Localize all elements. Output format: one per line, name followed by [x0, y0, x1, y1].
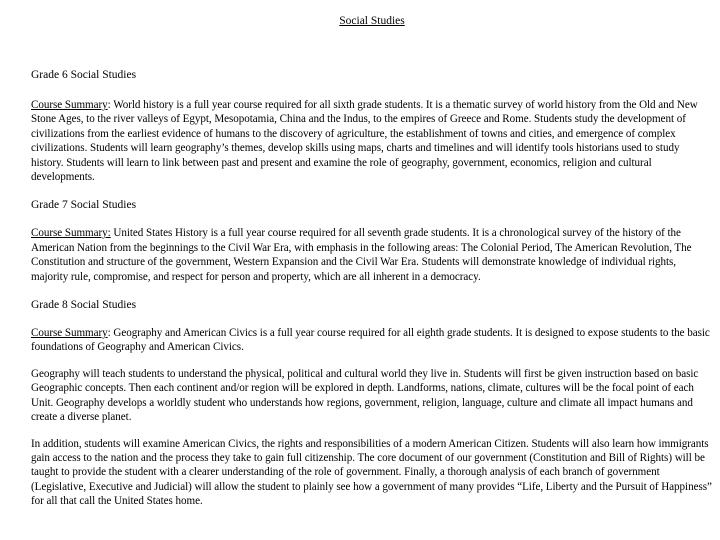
document-page: [31, 12, 713, 509]
grade-6-heading: Grade 6 Social Studies: [31, 69, 137, 81]
grade-7-heading: Grade 7 Social Studies: [31, 199, 137, 212]
grade-6-summary: [31, 98, 713, 184]
grade-7-summary-text: United States History is a full year course required for all seventh grade students. It is a chronological survey of the history of the American Nation from the beginnings to the Civil War Era, with emphasis in the following areas: The Colonial Period, The American Revolution, The Constitution and structure of the government, Western Expansion and the Civil War Era. Students will demonstrate knowledge of individual rights, majority rule, compromise, and respect for person and property, which are all inherent in a democracy.: [31, 227, 692, 283]
grade-8-geography-paragraph: Geography will teach students to understand the physical, political and cultural world they live in. Students will first be given instruction based on basic Geographic concepts. Then each continent and/or region will be explored in depth. Landforms, nations, climate, cultures will be the focal point of each Unit. Geography develops a worldly student who understands how regions, government, religion, language, culture and climate all impact humans and create a diverse planet.: [31, 367, 699, 424]
grade-6-summary-colon: :: [107, 99, 111, 111]
page-title: Social Studies: [339, 15, 405, 27]
grade-8-summary-colon: :: [107, 327, 111, 340]
grade-8-summary-text: Geography and American Civics is a full year course required for all eighth grade students. It is designed to expose students to the basic foundations of Geography and American Civics.: [31, 327, 710, 354]
grade-8-summary: [31, 326, 713, 355]
grade-8-summary-label: Course Summary: [31, 327, 108, 340]
grade-6-summary-text: World history is a full year course required for all sixth grade students. It is a thematic survey of world history from the Old and New Stone Ages, to the river valleys of Egypt, Mesopotamia, China and the Indus, to the empires of Greece and Rome. Students study the development of civilizations from the earliest evidence of humans to the discovery of agriculture, the establishment of towns and cities, and emergence of complex civilizations. Students will learn geography’s themes, develop skills using maps, charts and timelines and will identify tools historians used to study history. Students will learn to link between past and present and examine the role of geography, government, economics, religion and cultural developments.: [31, 99, 698, 184]
grade-6-summary-label: Course Summary: [31, 99, 108, 111]
grade-7-summary: [31, 226, 713, 284]
grade-8-heading: Grade 8 Social Studies: [31, 299, 137, 312]
grade-8-civics-paragraph: In addition, students will examine American Civics, the rights and responsibilities of a modern American Citizen. Students will also learn how immigrants gain access to the nation and the process they take to gain full citizenship. The core document of our government (Constitution and Bill of Rights) will be taught to provide the student with a clearer understanding of the role of government. Finally, a thorough analysis of each branch of government (Legislative, Executive and Judicial) will allow the student to plainly see how a government of many provides “Life, Liberty and the Pursuit of Happiness” for all that call the United States home.: [31, 437, 712, 508]
grade-7-summary-label: Course Summary:: [31, 227, 111, 240]
